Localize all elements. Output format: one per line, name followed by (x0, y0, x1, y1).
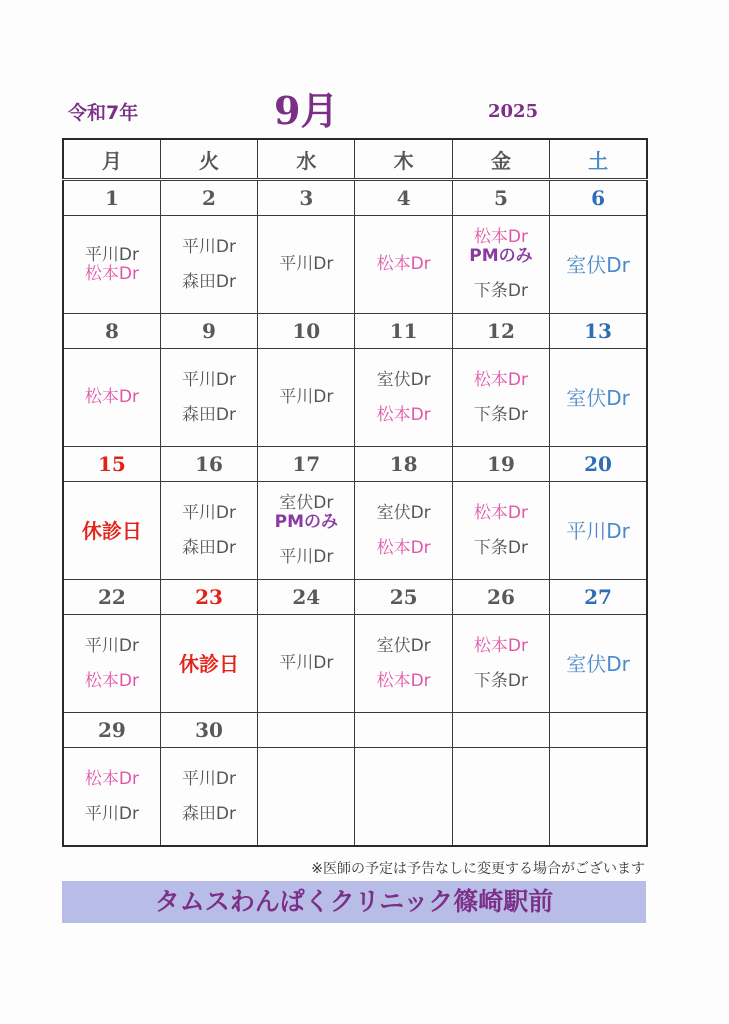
doctor-cell (258, 748, 355, 847)
era-year-label: 令和7年 (68, 102, 139, 124)
weekday-header-row (63, 139, 647, 180)
doctor-name: 下条Dr (473, 537, 529, 558)
date-cell: 22 (63, 580, 160, 615)
calendar-body (63, 180, 647, 847)
western-year-label: 2025 (488, 101, 539, 122)
doctor-name: 室伏Dr (376, 369, 431, 390)
date-cell (355, 713, 452, 748)
doctor-name: 室伏Dr (566, 385, 630, 410)
date-cell: 20 (550, 447, 647, 482)
doctor-row (63, 349, 647, 447)
doctor-name: 下条Dr (473, 281, 529, 301)
schedule-change-note: ※医師の予定は予告なしに変更する場合がございます (311, 861, 645, 877)
doctor-row (63, 615, 647, 713)
date-cell: 10 (258, 314, 355, 349)
doctor-name: 室伏Dr (279, 493, 334, 513)
date-cell: 2 (160, 180, 257, 216)
weekday-fri: 金 (452, 139, 549, 180)
doctor-name: 松本Dr (84, 768, 139, 789)
doctor-name: 平川Dr (181, 768, 237, 789)
date-cell: 13 (550, 314, 647, 349)
doctor-row (63, 748, 647, 847)
doctor-name: 松本Dr (473, 369, 529, 390)
date-cell: 26 (452, 580, 549, 615)
doctor-cell (63, 482, 160, 580)
doctor-cell (550, 482, 647, 580)
doctor-name: 平川Dr (181, 502, 237, 523)
doctor-name: 森田Dr (181, 404, 237, 425)
weekday-tue: 火 (160, 139, 257, 180)
month-title: 9月 (274, 88, 339, 133)
weekday-thu: 木 (355, 139, 452, 180)
doctor-name: 平川Dr (181, 236, 237, 257)
doctor-row (63, 482, 647, 580)
doctor-name: 平川Dr (84, 803, 139, 824)
closed-day-label: 休診日 (81, 518, 142, 543)
date-cell (258, 713, 355, 748)
doctor-cell (160, 216, 257, 314)
doctor-name: 平川Dr (279, 254, 334, 274)
date-cell: 25 (355, 580, 452, 615)
date-row (63, 180, 647, 216)
doctor-cell (355, 748, 452, 847)
doctor-name: 平川Dr (279, 653, 334, 673)
doctor-name: 平川Dr (279, 547, 334, 567)
doctor-name: 室伏Dr (566, 651, 630, 676)
weekday-sat: 土 (550, 139, 647, 180)
weekday-wed: 水 (258, 139, 355, 180)
doctor-cell (452, 216, 549, 314)
doctor-name: 森田Dr (181, 803, 237, 824)
doctor-cell (355, 615, 452, 713)
doctor-cell (355, 216, 452, 314)
date-cell (550, 713, 647, 748)
doctor-cell (160, 748, 257, 847)
closed-day-label: 休診日 (178, 651, 239, 676)
doctor-cell (550, 216, 647, 314)
doctor-name: 松本Dr (376, 537, 431, 558)
doctor-name: 下条Dr (473, 670, 529, 691)
doctor-name: 森田Dr (181, 537, 237, 558)
date-cell: 9 (160, 314, 257, 349)
doctor-name: 室伏Dr (566, 252, 630, 277)
doctor-cell (452, 482, 549, 580)
date-cell: 11 (355, 314, 452, 349)
doctor-cell (63, 748, 160, 847)
doctor-name: 平川Dr (566, 518, 630, 543)
date-cell: 16 (160, 447, 257, 482)
doctor-cell (258, 216, 355, 314)
doctor-cell (452, 615, 549, 713)
doctor-cell (258, 349, 355, 447)
doctor-cell (258, 615, 355, 713)
schedule-calendar (62, 138, 648, 847)
date-cell: 6 (550, 180, 647, 216)
date-cell: 19 (452, 447, 549, 482)
date-row (63, 314, 647, 349)
doctor-cell (160, 482, 257, 580)
date-cell: 4 (355, 180, 452, 216)
doctor-name: 松本Dr (376, 670, 431, 691)
pm-only-note: PMのみ (274, 512, 339, 532)
clinic-name-banner: タムスわんぱくクリニック篠崎駅前 (62, 881, 646, 923)
doctor-cell (355, 349, 452, 447)
date-cell: 1 (63, 180, 160, 216)
date-row (63, 713, 647, 748)
doctor-cell (355, 482, 452, 580)
doctor-cell (258, 482, 355, 580)
doctor-name: 平川Dr (84, 635, 139, 656)
doctor-name: 松本Dr (376, 254, 431, 274)
doctor-cell (160, 615, 257, 713)
date-cell: 15 (63, 447, 160, 482)
date-cell: 12 (452, 314, 549, 349)
doctor-name: 室伏Dr (376, 502, 431, 523)
date-cell: 27 (550, 580, 647, 615)
doctor-name: 平川Dr (279, 387, 334, 407)
doctor-name: 松本Dr (473, 227, 529, 247)
date-row (63, 447, 647, 482)
doctor-name: 松本Dr (376, 404, 431, 425)
doctor-cell (160, 349, 257, 447)
doctor-name: 平川Dr (181, 369, 237, 390)
doctor-row (63, 216, 647, 314)
doctor-cell (452, 748, 549, 847)
doctor-cell (63, 216, 160, 314)
doctor-name: 室伏Dr (376, 635, 431, 656)
date-cell: 5 (452, 180, 549, 216)
doctor-name: 松本Dr (84, 263, 139, 284)
date-cell: 30 (160, 713, 257, 748)
date-cell: 24 (258, 580, 355, 615)
date-cell: 17 (258, 447, 355, 482)
doctor-cell (550, 349, 647, 447)
doctor-name: 下条Dr (473, 404, 529, 425)
pm-only-note: PMのみ (469, 246, 533, 266)
date-cell (452, 713, 549, 748)
doctor-name: 松本Dr (84, 670, 139, 691)
doctor-name: 森田Dr (181, 271, 237, 292)
date-cell: 29 (63, 713, 160, 748)
doctor-cell (550, 748, 647, 847)
doctor-cell (550, 615, 647, 713)
date-cell: 8 (63, 314, 160, 349)
doctor-cell (63, 615, 160, 713)
doctor-name: 平川Dr (84, 244, 139, 265)
date-row (63, 580, 647, 615)
doctor-cell (452, 349, 549, 447)
doctor-name: 松本Dr (84, 387, 139, 407)
doctor-name: 松本Dr (473, 635, 529, 656)
weekday-mon: 月 (63, 139, 160, 180)
doctor-cell (63, 349, 160, 447)
date-cell: 23 (160, 580, 257, 615)
date-cell: 18 (355, 447, 452, 482)
date-cell: 3 (258, 180, 355, 216)
doctor-name: 松本Dr (473, 502, 529, 523)
